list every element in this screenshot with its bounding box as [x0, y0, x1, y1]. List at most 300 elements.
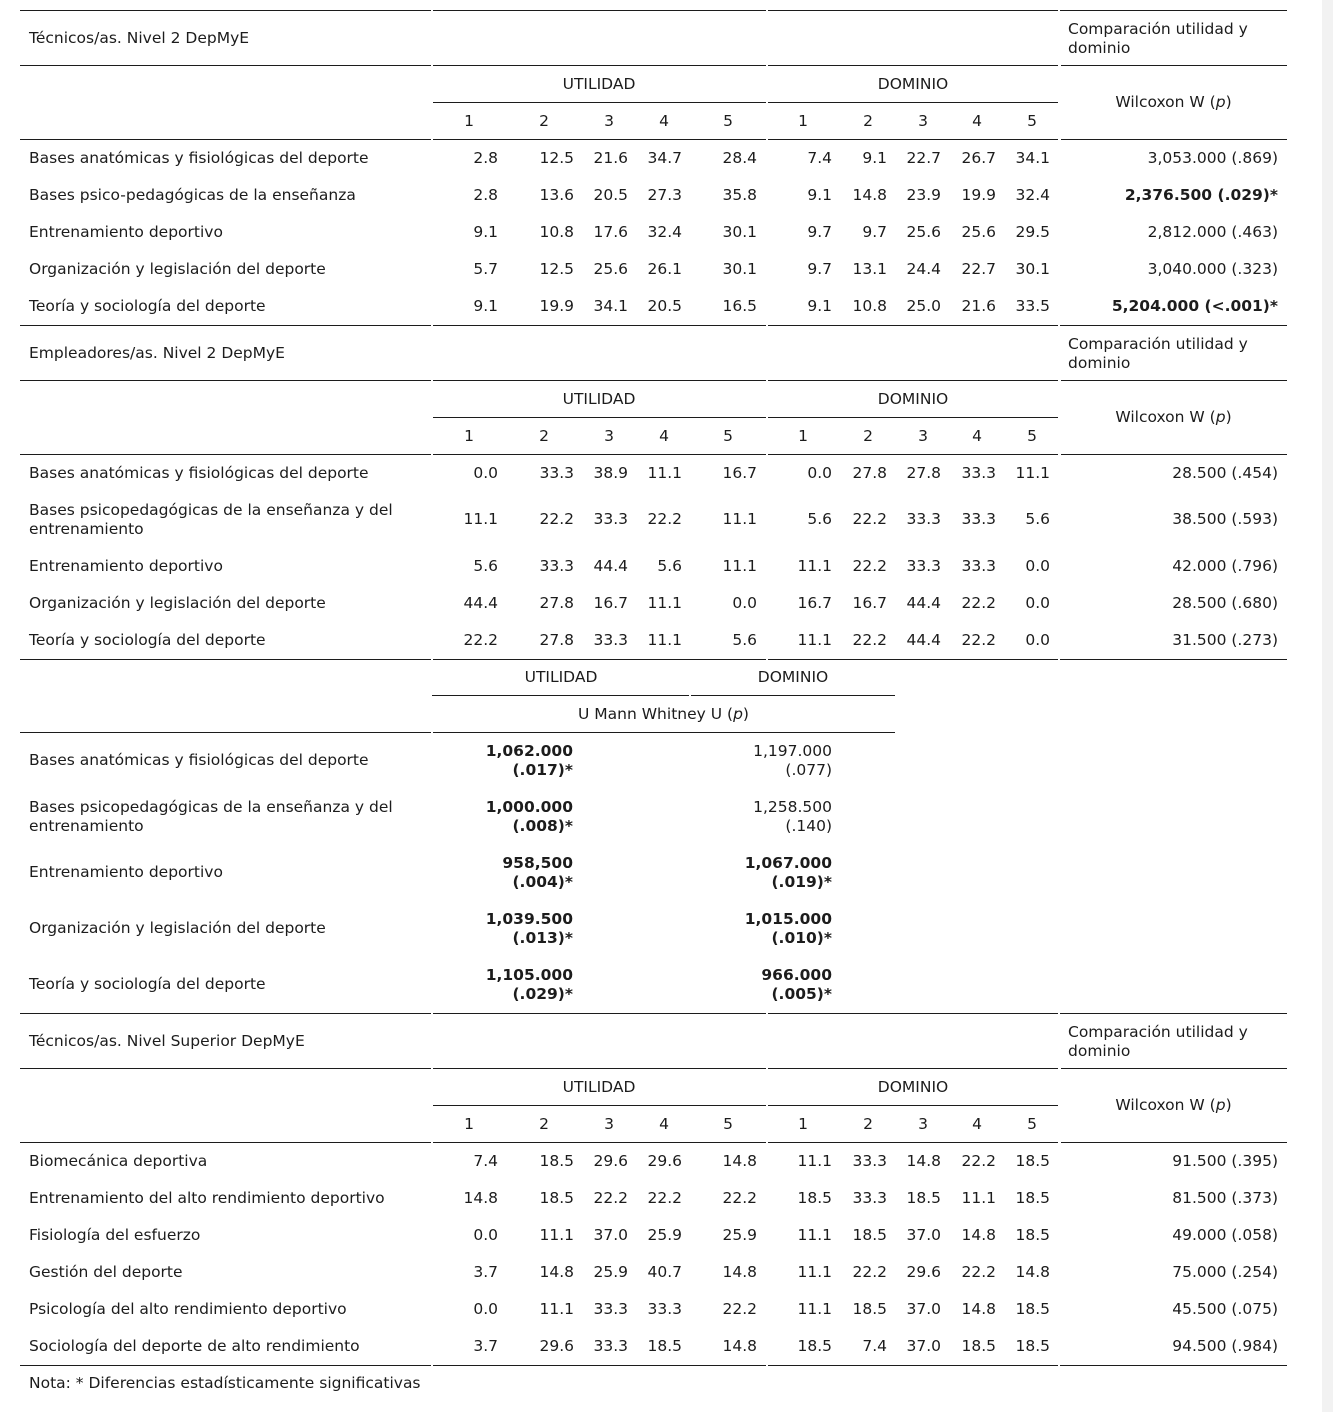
section-bottom-rule [20, 659, 1287, 660]
utilidad-value: 27.8 [539, 594, 574, 612]
utilidad-scale-1: 1 [464, 112, 474, 130]
utilidad-value: 44.4 [593, 557, 628, 575]
utilidad-value: 5.7 [473, 260, 498, 278]
mann-utilidad-u: 958,500 [502, 854, 573, 872]
dominio-value: 0.0 [1025, 557, 1050, 575]
utilidad-value: 33.3 [593, 510, 628, 528]
utilidad-value: 38.9 [593, 464, 628, 482]
utilidad-value: 27.8 [539, 631, 574, 649]
dominio-scale-2: 2 [863, 112, 873, 130]
utilidad-value: 35.8 [722, 186, 757, 204]
title-rule [20, 1068, 1287, 1069]
mann-row-label: Organización y legislación del deporte [29, 919, 326, 937]
dominio-value: 18.5 [1015, 1337, 1050, 1355]
header-bottom-rule [20, 139, 1287, 140]
utilidad-scale-4: 4 [659, 1115, 669, 1133]
utilidad-value: 3.7 [473, 1263, 498, 1281]
wilcoxon-header: Wilcoxon W (p) [1115, 1096, 1232, 1114]
utilidad-value: 29.6 [647, 1152, 682, 1170]
utilidad-value: 20.5 [647, 297, 682, 315]
dominio-value: 7.4 [862, 1337, 887, 1355]
wilcoxon-header: Wilcoxon W (p) [1115, 93, 1232, 111]
wilcoxon-header: Wilcoxon W (p) [1115, 408, 1232, 426]
dominio-value: 9.1 [807, 297, 832, 315]
dominio-value: 22.2 [852, 557, 887, 575]
dominio-scale-5: 5 [1027, 112, 1037, 130]
mann-utilidad-p: (.029)* [512, 985, 573, 1003]
utilidad-value: 14.8 [722, 1152, 757, 1170]
dominio-value: 22.2 [961, 631, 996, 649]
mann-utilidad-p: (.008)* [512, 817, 573, 835]
utilidad-value: 30.1 [722, 223, 757, 241]
header-bottom-rule [20, 454, 1287, 455]
utilidad-value: 0.0 [473, 1300, 498, 1318]
utilidad-value: 7.4 [473, 1152, 498, 1170]
column-gap [431, 658, 433, 661]
utilidad-value: 9.1 [473, 223, 498, 241]
column-gap [1059, 1068, 1061, 1143]
dominio-header: DOMINIO [877, 1078, 949, 1096]
utilidad-value: 14.8 [722, 1337, 757, 1355]
section-bottom-rule [20, 1365, 1287, 1366]
utilidad-value: 33.3 [539, 464, 574, 482]
dominio-value: 33.3 [961, 464, 996, 482]
wilcoxon-value: 38.500 (.593) [1172, 510, 1278, 528]
utilidad-value: 16.7 [593, 594, 628, 612]
section-title: Técnicos/as. Nivel 2 DepMyE [29, 29, 250, 47]
column-gap [431, 10, 433, 326]
utilidad-scale-1: 1 [464, 427, 474, 445]
utilidad-value: 33.3 [593, 1300, 628, 1318]
utilidad-value: 29.6 [539, 1337, 574, 1355]
wilcoxon-label: Wilcoxon W [1115, 408, 1205, 426]
dominio-value: 33.3 [852, 1189, 887, 1207]
utilidad-header: UTILIDAD [562, 390, 636, 408]
utilidad-value: 27.3 [647, 186, 682, 204]
utilidad-value: 5.6 [473, 557, 498, 575]
title-rule [20, 380, 1287, 381]
utilidad-value: 25.6 [593, 260, 628, 278]
dominio-value: 32.4 [1015, 186, 1050, 204]
wilcoxon-value: 3,040.000 (.323) [1147, 260, 1278, 278]
utilidad-value: 22.2 [722, 1189, 757, 1207]
mann-dominio-u: 1,258.500 [753, 798, 832, 816]
p-label: p [1215, 1096, 1226, 1114]
dominio-value: 18.5 [961, 1337, 996, 1355]
dominio-value: 18.5 [1015, 1189, 1050, 1207]
dominio-value: 33.5 [1015, 297, 1050, 315]
dominio-value: 33.3 [852, 1152, 887, 1170]
utilidad-scale-4: 4 [659, 427, 669, 445]
utilidad-scale-5: 5 [723, 112, 733, 130]
utilidad-value: 11.1 [722, 557, 757, 575]
wilcoxon-value: 91.500 (.395) [1172, 1152, 1278, 1170]
mann-utilidad-u: 1,000.000 [485, 798, 573, 816]
dominio-scale-1: 1 [798, 112, 808, 130]
utilidad-value: 17.6 [593, 223, 628, 241]
wilcoxon-value: 31.500 (.273) [1172, 631, 1278, 649]
utilidad-value: 18.5 [539, 1189, 574, 1207]
dominio-value: 14.8 [961, 1226, 996, 1244]
utilidad-scale-4: 4 [659, 112, 669, 130]
dominio-value: 9.7 [807, 260, 832, 278]
comparison-header: Comparación utilidad y dominio [1068, 20, 1248, 57]
wilcoxon-value: 81.500 (.373) [1172, 1189, 1278, 1207]
dominio-value: 34.1 [1015, 149, 1050, 167]
section-title: Técnicos/as. Nivel Superior DepMyE [29, 1032, 305, 1050]
row-label: Entrenamiento deportivo [29, 223, 223, 241]
mann-utilidad-p: (.004)* [512, 873, 573, 891]
utilidad-value: 37.0 [593, 1226, 628, 1244]
dominio-value: 0.0 [1025, 631, 1050, 649]
wilcoxon-value: 49.000 (.058) [1172, 1226, 1278, 1244]
dominio-value: 13.1 [852, 260, 887, 278]
section-top-rule [20, 325, 1287, 326]
utilidad-value: 0.0 [732, 594, 757, 612]
column-gap [766, 325, 768, 660]
dominio-value: 18.5 [1015, 1300, 1050, 1318]
dominio-value: 44.4 [906, 631, 941, 649]
dominio-value: 18.5 [797, 1189, 832, 1207]
dominio-value: 37.0 [906, 1300, 941, 1318]
dominio-value: 21.6 [961, 297, 996, 315]
utilidad-value: 40.7 [647, 1263, 682, 1281]
dominio-value: 11.1 [797, 1152, 832, 1170]
dominio-value: 22.2 [961, 1152, 996, 1170]
row-label: Teoría y sociología del deporte [29, 631, 266, 649]
dominio-value: 33.3 [906, 557, 941, 575]
utilidad-scale-1: 1 [464, 1115, 474, 1133]
dominio-scale-4: 4 [972, 1115, 982, 1133]
utilidad-value: 13.6 [539, 186, 574, 204]
dominio-scale-5: 5 [1027, 427, 1037, 445]
dominio-value: 5.6 [807, 510, 832, 528]
dominio-scale-4: 4 [972, 112, 982, 130]
row-label: Bases anatómicas y fisiológicas del deporte [29, 464, 369, 482]
dominio-value: 25.6 [961, 223, 996, 241]
column-gap [766, 10, 768, 326]
section-title: Empleadores/as. Nivel 2 DepMyE [29, 344, 285, 362]
dominio-value: 16.7 [797, 594, 832, 612]
wilcoxon-value: 28.500 (.680) [1172, 594, 1278, 612]
mann-dominio-p: (.019)* [771, 873, 832, 891]
dominio-value: 18.5 [906, 1189, 941, 1207]
row-label: Bases psicopedagógicas de la enseñanza y del entrenamiento [29, 501, 393, 538]
row-label: Biomecánica deportiva [29, 1152, 208, 1170]
mann-dominio-u: 1,067.000 [744, 854, 832, 872]
mann-utilidad-p: (.017)* [512, 761, 573, 779]
dominio-scale-3: 3 [918, 427, 928, 445]
comparison-header: Comparación utilidad y dominio [1068, 1023, 1248, 1060]
dominio-value: 11.1 [797, 631, 832, 649]
dominio-scale-1: 1 [798, 427, 808, 445]
row-label: Bases anatómicas y fisiológicas del deporte [29, 149, 369, 167]
dominio-value: 14.8 [906, 1152, 941, 1170]
row-label: Entrenamiento deportivo [29, 557, 223, 575]
column-gap [1058, 1013, 1060, 1366]
mann-test-header: U Mann Whitney U (p) [578, 705, 749, 723]
dominio-value: 18.5 [797, 1337, 832, 1355]
column-gap [431, 1013, 433, 1366]
utilidad-value: 33.3 [539, 557, 574, 575]
utilidad-value: 22.2 [539, 510, 574, 528]
utilidad-value: 34.7 [647, 149, 682, 167]
utilidad-value: 33.3 [593, 1337, 628, 1355]
utilidad-scale-5: 5 [723, 427, 733, 445]
utilidad-value: 25.9 [647, 1226, 682, 1244]
header-bottom-rule [20, 1142, 1287, 1143]
utilidad-value: 5.6 [732, 631, 757, 649]
mann-dominio-u: 1,015.000 [744, 910, 832, 928]
utilidad-value: 32.4 [647, 223, 682, 241]
utilidad-value: 2.8 [473, 186, 498, 204]
dominio-scale-4: 4 [972, 427, 982, 445]
mann-dominio-p: (.005)* [771, 985, 832, 1003]
utilidad-value: 5.6 [657, 557, 682, 575]
utilidad-scale-2: 2 [539, 427, 549, 445]
utilidad-value: 14.8 [463, 1189, 498, 1207]
wilcoxon-value: 2,812.000 (.463) [1147, 223, 1278, 241]
utilidad-value: 33.3 [647, 1300, 682, 1318]
utilidad-scale-5: 5 [723, 1115, 733, 1133]
utilidad-value: 11.1 [722, 510, 757, 528]
dominio-value: 10.8 [852, 297, 887, 315]
utilidad-value: 10.8 [539, 223, 574, 241]
dominio-value: 37.0 [906, 1337, 941, 1355]
utilidad-value: 18.5 [647, 1337, 682, 1355]
row-label: Sociología del deporte de alto rendimiento [29, 1337, 360, 1355]
row-label: Fisiología del esfuerzo [29, 1226, 201, 1244]
section-top-rule [20, 10, 1287, 11]
wilcoxon-value: 2,376.500 (.029)* [1124, 186, 1278, 204]
dominio-value: 33.3 [961, 557, 996, 575]
utilidad-value: 12.5 [539, 149, 574, 167]
dominio-value: 9.1 [862, 149, 887, 167]
dominio-value: 22.2 [852, 631, 887, 649]
wilcoxon-label: Wilcoxon W [1115, 93, 1205, 111]
utilidad-scale-3: 3 [604, 112, 614, 130]
utilidad-value: 16.7 [722, 464, 757, 482]
scrollbar-track[interactable] [1322, 0, 1333, 1412]
row-label: Entrenamiento del alto rendimiento deportivo [29, 1189, 385, 1207]
mann-dominio-header: DOMINIO [757, 668, 829, 686]
dominio-value: 25.6 [906, 223, 941, 241]
dominio-value: 9.7 [862, 223, 887, 241]
mann-row-label: Teoría y sociología del deporte [29, 975, 266, 993]
utilidad-value: 20.5 [593, 186, 628, 204]
column-gap [689, 694, 691, 697]
row-label: Gestión del deporte [29, 1263, 183, 1281]
wilcoxon-value: 28.500 (.454) [1172, 464, 1278, 482]
row-label: Bases psico-pedagógicas de la enseñanza [29, 186, 356, 204]
dominio-value: 9.1 [807, 186, 832, 204]
utilidad-value: 14.8 [722, 1263, 757, 1281]
utilidad-value: 22.2 [722, 1300, 757, 1318]
utilidad-value: 11.1 [463, 510, 498, 528]
utilidad-value: 16.5 [722, 297, 757, 315]
dominio-value: 9.7 [807, 223, 832, 241]
p-label: p [1215, 408, 1226, 426]
wilcoxon-value: 45.500 (.075) [1172, 1300, 1278, 1318]
dominio-value: 22.2 [961, 1263, 996, 1281]
utilidad-value: 30.1 [722, 260, 757, 278]
dominio-scale-2: 2 [863, 1115, 873, 1133]
dominio-value: 11.1 [797, 1226, 832, 1244]
utilidad-value: 44.4 [463, 594, 498, 612]
dominio-value: 11.1 [797, 557, 832, 575]
dominio-scale-3: 3 [918, 1115, 928, 1133]
mann-dominio-p: (.077) [785, 761, 832, 779]
dominio-value: 11.1 [961, 1189, 996, 1207]
dominio-value: 33.3 [906, 510, 941, 528]
comparison-header: Comparación utilidad y dominio [1068, 335, 1248, 372]
utilidad-value: 22.2 [647, 1189, 682, 1207]
utilidad-scale-3: 3 [604, 427, 614, 445]
utilidad-value: 11.1 [539, 1226, 574, 1244]
column-gap [431, 731, 433, 734]
title-rule [20, 65, 1287, 66]
dominio-value: 33.3 [961, 510, 996, 528]
dominio-value: 18.5 [1015, 1152, 1050, 1170]
wilcoxon-label: Wilcoxon W [1115, 1096, 1205, 1114]
utilidad-value: 33.3 [593, 631, 628, 649]
mann-dominio-p: (.140) [785, 817, 832, 835]
utilidad-value: 11.1 [647, 631, 682, 649]
group-rule [432, 417, 1058, 418]
utilidad-value: 28.4 [722, 149, 757, 167]
utilidad-value: 14.8 [539, 1263, 574, 1281]
wilcoxon-value: 3,053.000 (.869) [1147, 149, 1278, 167]
row-label: Organización y legislación del deporte [29, 260, 326, 278]
group-rule [432, 102, 1058, 103]
utilidad-value: 11.1 [647, 464, 682, 482]
dominio-value: 37.0 [906, 1226, 941, 1244]
mann-dominio-p: (.010)* [771, 929, 832, 947]
dominio-value: 30.1 [1015, 260, 1050, 278]
mann-dominio-u: 966.000 [761, 966, 832, 984]
section-top-rule [20, 1013, 1287, 1014]
group-rule [432, 1105, 1058, 1106]
p-label: p [733, 705, 743, 723]
mann-utilidad-p: (.013)* [512, 929, 573, 947]
utilidad-value: 26.1 [647, 260, 682, 278]
mann-header-rule [20, 732, 895, 733]
utilidad-header: UTILIDAD [562, 75, 636, 93]
utilidad-value: 9.1 [473, 297, 498, 315]
utilidad-value: 2.8 [473, 149, 498, 167]
dominio-value: 18.5 [852, 1300, 887, 1318]
utilidad-value: 29.6 [593, 1152, 628, 1170]
dominio-value: 27.8 [852, 464, 887, 482]
utilidad-value: 12.5 [539, 260, 574, 278]
utilidad-value: 19.9 [539, 297, 574, 315]
mann-utilidad-u: 1,039.500 [485, 910, 573, 928]
footnote: Nota: * Diferencias estadísticamente significativas [29, 1374, 421, 1392]
column-gap [766, 1013, 768, 1366]
wilcoxon-value: 5,204.000 (<.001)* [1111, 297, 1278, 315]
dominio-value: 18.5 [1015, 1226, 1050, 1244]
mann-dominio-u: 1,197.000 [753, 742, 832, 760]
dominio-header: DOMINIO [877, 75, 949, 93]
mann-utilidad-u: 1,105.000 [485, 966, 573, 984]
utilidad-value: 21.6 [593, 149, 628, 167]
dominio-value: 11.1 [797, 1300, 832, 1318]
utilidad-value: 11.1 [647, 594, 682, 612]
dominio-value: 11.1 [1015, 464, 1050, 482]
dominio-value: 22.2 [961, 594, 996, 612]
utilidad-scale-2: 2 [539, 1115, 549, 1133]
dominio-value: 19.9 [961, 186, 996, 204]
column-gap [431, 325, 433, 660]
mann-utilidad-header: UTILIDAD [524, 668, 598, 686]
mann-row-label: Bases anatómicas y fisiológicas del deporte [29, 751, 369, 769]
utilidad-value: 18.5 [539, 1152, 574, 1170]
dominio-value: 16.7 [852, 594, 887, 612]
dominio-value: 22.2 [852, 510, 887, 528]
utilidad-value: 34.1 [593, 297, 628, 315]
dominio-header: DOMINIO [877, 390, 949, 408]
dominio-scale-5: 5 [1027, 1115, 1037, 1133]
dominio-scale-3: 3 [918, 112, 928, 130]
dominio-value: 29.6 [906, 1263, 941, 1281]
wilcoxon-value: 42.000 (.796) [1172, 557, 1278, 575]
dominio-value: 7.4 [807, 149, 832, 167]
dominio-value: 18.5 [852, 1226, 887, 1244]
dominio-value: 25.0 [906, 297, 941, 315]
row-label: Teoría y sociología del deporte [29, 297, 266, 315]
wilcoxon-value: 75.000 (.254) [1172, 1263, 1278, 1281]
utilidad-value: 3.7 [473, 1337, 498, 1355]
dominio-value: 22.7 [906, 149, 941, 167]
utilidad-scale-2: 2 [539, 112, 549, 130]
utilidad-scale-3: 3 [604, 1115, 614, 1133]
column-gap [1059, 65, 1061, 140]
dominio-value: 0.0 [807, 464, 832, 482]
dominio-value: 23.9 [906, 186, 941, 204]
row-label: Psicología del alto rendimiento deportivo [29, 1300, 347, 1318]
dominio-value: 11.1 [797, 1263, 832, 1281]
column-gap [1058, 325, 1060, 660]
p-label: p [1215, 93, 1226, 111]
dominio-value: 5.6 [1025, 510, 1050, 528]
dominio-scale-2: 2 [863, 427, 873, 445]
dominio-value: 14.8 [852, 186, 887, 204]
dominio-value: 14.8 [1015, 1263, 1050, 1281]
mann-group-rule [432, 695, 895, 696]
dominio-value: 44.4 [906, 594, 941, 612]
column-gap [1059, 380, 1061, 455]
utilidad-value: 22.2 [593, 1189, 628, 1207]
dominio-value: 0.0 [1025, 594, 1050, 612]
utilidad-value: 25.9 [593, 1263, 628, 1281]
dominio-value: 27.8 [906, 464, 941, 482]
utilidad-value: 0.0 [473, 1226, 498, 1244]
utilidad-value: 22.2 [647, 510, 682, 528]
utilidad-header: UTILIDAD [562, 1078, 636, 1096]
utilidad-value: 22.2 [463, 631, 498, 649]
dominio-value: 24.4 [906, 260, 941, 278]
utilidad-value: 25.9 [722, 1226, 757, 1244]
mann-row-label: Entrenamiento deportivo [29, 863, 223, 881]
dominio-value: 26.7 [961, 149, 996, 167]
dominio-scale-1: 1 [798, 1115, 808, 1133]
dominio-value: 22.7 [961, 260, 996, 278]
utilidad-value: 0.0 [473, 464, 498, 482]
row-label: Organización y legislación del deporte [29, 594, 326, 612]
mann-utilidad-u: 1,062.000 [485, 742, 573, 760]
column-gap [1058, 10, 1060, 326]
mann-test-label: U Mann Whitney U [578, 705, 723, 723]
